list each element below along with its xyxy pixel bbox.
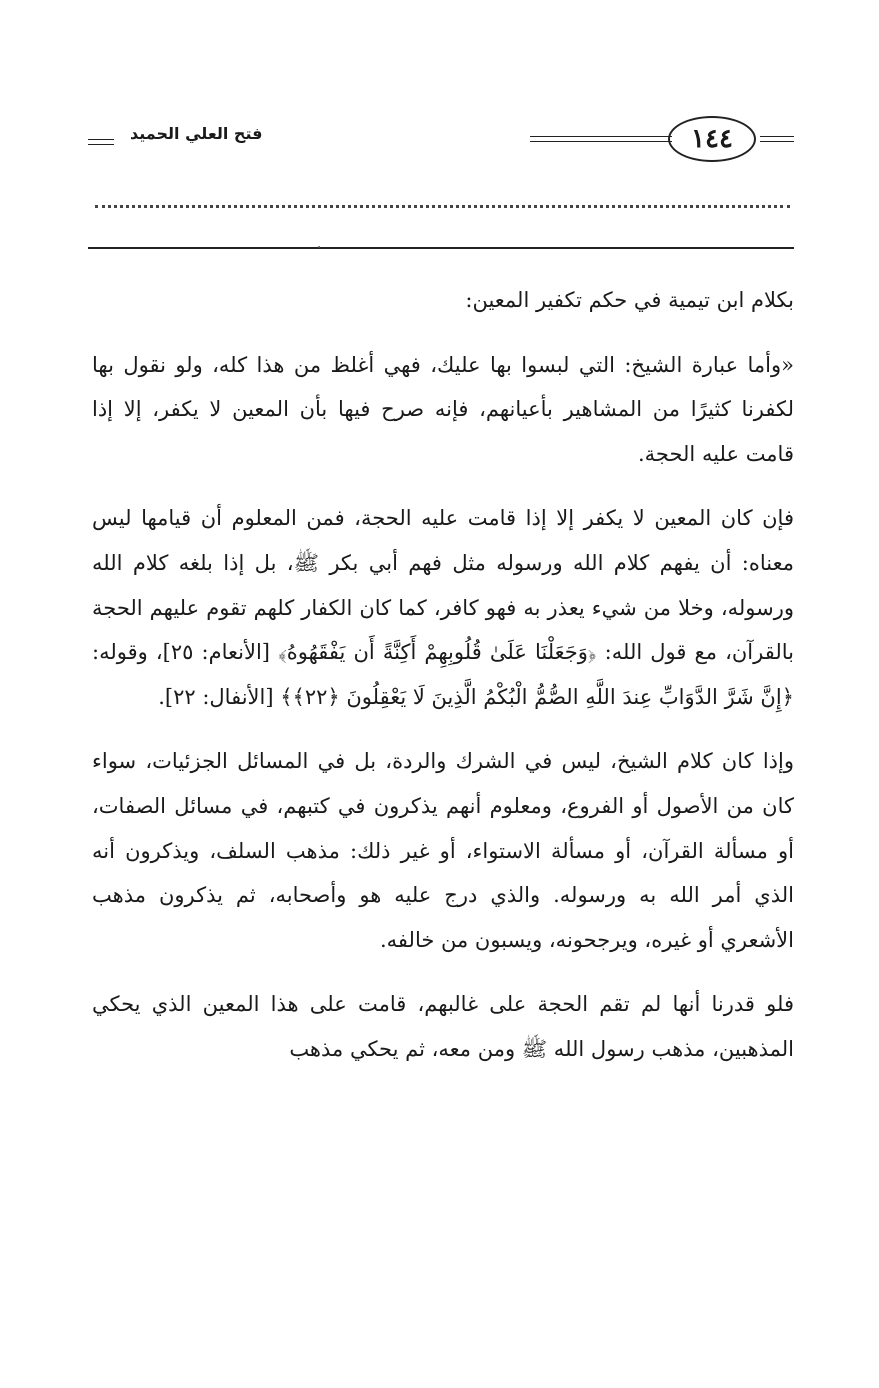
paragraph: بكلام ابن تيمية في حكم تكفير المعين: — [465, 288, 794, 312]
book-title: فتح العلي الحميد — [130, 124, 263, 143]
page-number — [668, 116, 756, 162]
paragraph: وإذا كان كلام الشيخ، ليس في الشرك والردة، بل في المسائل الجزئيات، سواء كان من الأصول أو الفروع، ومعلوم أنهم يذكرون في كتبهم، في مسائل الصفات، أو مسألة القرآن، أو مسألة الاستواء، أو غير ذلك: مذهب السلف، ويذكرون أنه الذي أمر الله به ورسوله. والذي درج عليه هو وأصحابه، ثم يذكرون مذهب الأشعري أو غيره، ويرجحونه، ويسبون من خالفه. — [92, 749, 794, 952]
header-ornament-rule — [530, 136, 672, 137]
paragraph: فلو قدرنا أنها لم تقم الحجة على غالبهم، قامت على هذا المعين الذي يحكي المذهبين، مذهب رسول الله ﷺ ومن معه، ثم يحكي مذهب — [92, 992, 794, 1061]
stray-mark — [318, 246, 320, 248]
header-ornament-rule — [760, 141, 794, 142]
paragraph: «وأما عبارة الشيخ: التي لبسوا بها عليك، فهي أغلظ من هذا كله، ولو نقول بها لكفرنا كثيرًا من المشاهير بأعيانهم، فإنه صرح فيها بأن المعين لا يكفر، إلا إذا قامت عليه الحجة. — [92, 352, 794, 466]
header-ornament-rule — [88, 144, 114, 145]
header-ornament-rule — [760, 136, 794, 137]
paragraph: فإن كان المعين لا يكفر إلا إذا قامت عليه الحجة، فمن المعلوم أن قيامها ليس معناه: أن يفهم كلام الله ورسوله مثل فهم أبي بكر ﷺ، بل إذا بلغه كلام الله ورسوله، وخلا من شيء يعذر به فهو كافر، كما كان الكفار كلهم تقوم عليهم الحجة بالقرآن، مع قول الله: ﴿وَجَعَلْنَا عَلَىٰ قُلُوبِهِمْ أَكِنَّةً أَن يَفْقَهُوهُ﴾ [الأنعام: ٢٥]، وقوله: ﴿إِنَّ شَرَّ الدَّوَابِّ عِندَ اللَّهِ الصُّمُّ الْبُكْمُ الَّذِينَ لَا يَعْقِلُونَ ﴿٢٢﴾﴾ [الأنفال: ٢٢]. — [92, 506, 794, 709]
page-number-text: ١٤٤ — [691, 124, 733, 154]
header-ornament-rule — [530, 141, 672, 142]
body-text — [92, 278, 794, 1072]
header-divider — [88, 247, 794, 249]
header-ornament-rule — [88, 139, 114, 140]
dotted-separator — [95, 205, 790, 208]
